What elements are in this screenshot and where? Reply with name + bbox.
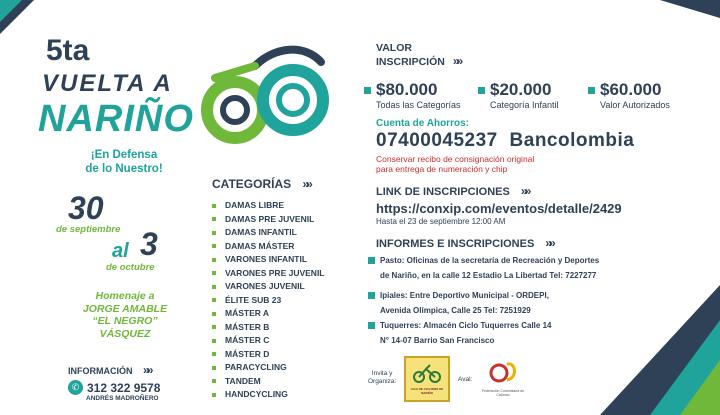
contact-person: ANDRÉS MADROÑERO [86,395,159,402]
category-item: VARONES PRE JUVENIL [212,267,372,281]
bullet-icon [212,325,216,329]
registration-link-section [376,184,706,226]
endorsed-label: Aval: [458,376,473,383]
bullet-icon [212,244,216,248]
fees-heading-line2: INSCRIPCIÓN [376,56,445,68]
category-item: DAMAS INFANTIL [212,226,372,240]
homage-line2: JORGE AMABLE [82,302,168,315]
registration-deadline: Hasta el 23 de septiembre 12:00 AM [376,217,506,226]
event-edition: 5ta [46,34,90,67]
cyclist-icon [412,361,442,383]
contact-phone[interactable]: 312 322 9578 [87,380,161,395]
contact-heading: INFORMACIÓN [68,366,133,376]
league-text: LIGA DE CICLISMO DE NARIÑO [410,387,444,395]
category-item: PARACYCLING [212,361,372,375]
category-item: MÁSTER B [212,321,372,335]
fee-amount: $80.000 [376,80,438,99]
category-item: DAMAS MÁSTER [212,240,372,254]
category-item: DAMAS PRE JUVENIL [212,213,372,227]
bullet-icon [212,393,216,397]
homage-line1: Homenaje a [95,290,155,302]
homage-line4: VÁSQUEZ [99,327,151,340]
corner-accent-top-left [0,0,22,22]
info-item: Tuquerres: Almacén Ciclo Tuquerres Calle 14 N° 14-07 Barrio San Francisco [368,318,658,348]
cycling-league-logo [404,356,450,402]
bullet-icon [212,271,216,275]
category-item: MÁSTER A [212,307,372,321]
category-item: HANDCYCLING [212,388,372,402]
category-item: ÉLITE SUB 23 [212,294,372,308]
info-section [376,236,706,250]
bullet-square-icon [478,87,485,94]
slogan-line1: ¡En Defensa [90,149,158,161]
cycling-logo-icon [195,38,335,148]
bullet-icon [212,285,216,289]
contact [68,363,208,402]
bullet-icon [212,204,216,208]
bullet-square-icon [368,292,375,299]
bullet-icon [212,258,216,262]
account-note-line1: Conservar recibo de consignación original [376,154,535,164]
categories-heading: CATEGORÍAS [212,177,292,191]
end-month: de octubre [106,262,155,273]
account-label: Cuenta de Ahorros: [376,118,469,129]
end-day: 3 [140,226,158,262]
arrows-icon: »» [520,184,529,198]
whatsapp-icon: ✆ [68,380,83,395]
fee-label: Categoría Infantil [490,100,559,110]
fee-amount: $20.000 [490,80,552,99]
bullet-icon [212,231,216,235]
category-item: DAMAS LIBRE [212,199,372,213]
categories-section [212,177,372,402]
fee-item [478,80,590,110]
fee-amount: $60.000 [600,80,662,99]
category-item: VARONES INFANTIL [212,253,372,267]
start-day: 30 [68,190,104,226]
category-item: MÁSTER C [212,334,372,348]
arrows-icon: »» [452,54,461,68]
bullet-square-icon [368,322,375,329]
arrows-icon: »» [302,177,310,191]
corner-accent2-bottom-right [680,360,720,415]
homage-line3: “EL NEGRO” [92,315,158,327]
event-name-line2: NARIÑO [38,98,194,140]
invites-label: Invita y Organiza: [368,370,397,385]
slogan-line2: de lo Nuestro! [85,163,163,175]
slogan [64,148,184,176]
bullet-icon [212,366,216,370]
dates [56,190,196,280]
arrows-icon: »» [143,363,151,377]
info-item: Pasto: Oficinas de la secretaría de Recreación y Deportes de Nariño, en la calle 12 Estadio La Libertad Tel: 7227277 [368,253,658,283]
fee-item [364,80,476,110]
bullet-square-icon [364,87,371,94]
category-item: MÁSTER D [212,348,372,362]
start-month: de septiembre [56,224,121,235]
federation-emblem-icon [488,358,518,384]
fees-heading-line1: VALOR [376,42,412,54]
bullet-icon [212,217,216,221]
bullet-icon [212,339,216,343]
federation-logo [480,358,526,402]
fees-heading [376,42,460,69]
arrows-icon: »» [545,236,553,250]
bullet-square-icon [588,87,595,94]
info-heading: INFORMES E INSCRIPCIONES [376,238,535,250]
homage [70,290,180,340]
info-item: Ipiales: Entre Deportivo Municipal - ORDEPI, Avenida Olímpica, Calle 25 Tel: 7251929 [368,288,658,318]
account-number: 07400045237 [376,130,498,151]
fee-item [588,80,700,110]
categories-list [212,199,372,402]
event-name-line1: VUELTA A [42,70,173,97]
bullet-icon [212,379,216,383]
bullet-square-icon [368,257,375,264]
federation-text: Federación Colombiana de Ciclismo [481,389,525,397]
account-section [376,118,706,174]
bullet-icon [212,312,216,316]
fee-label: Valor Autorizados [600,100,670,110]
category-item: TANDEM [212,375,372,389]
date-connector: al [112,240,129,262]
bank-name: Bancolombia [509,130,635,151]
corner-decoration-top-right [660,0,720,18]
bullet-icon [212,352,216,356]
category-item: VARONES JUVENIL [212,280,372,294]
fee-label: Todas las Categorías [376,100,461,110]
registration-link-heading: LINK DE INSCRIPCIONES [376,186,510,198]
bullet-icon [212,298,216,302]
registration-url[interactable]: https://conxip.com/eventos/detalle/2429 [376,201,622,216]
account-note-line2: para entrega de numeración y chip [376,164,508,174]
